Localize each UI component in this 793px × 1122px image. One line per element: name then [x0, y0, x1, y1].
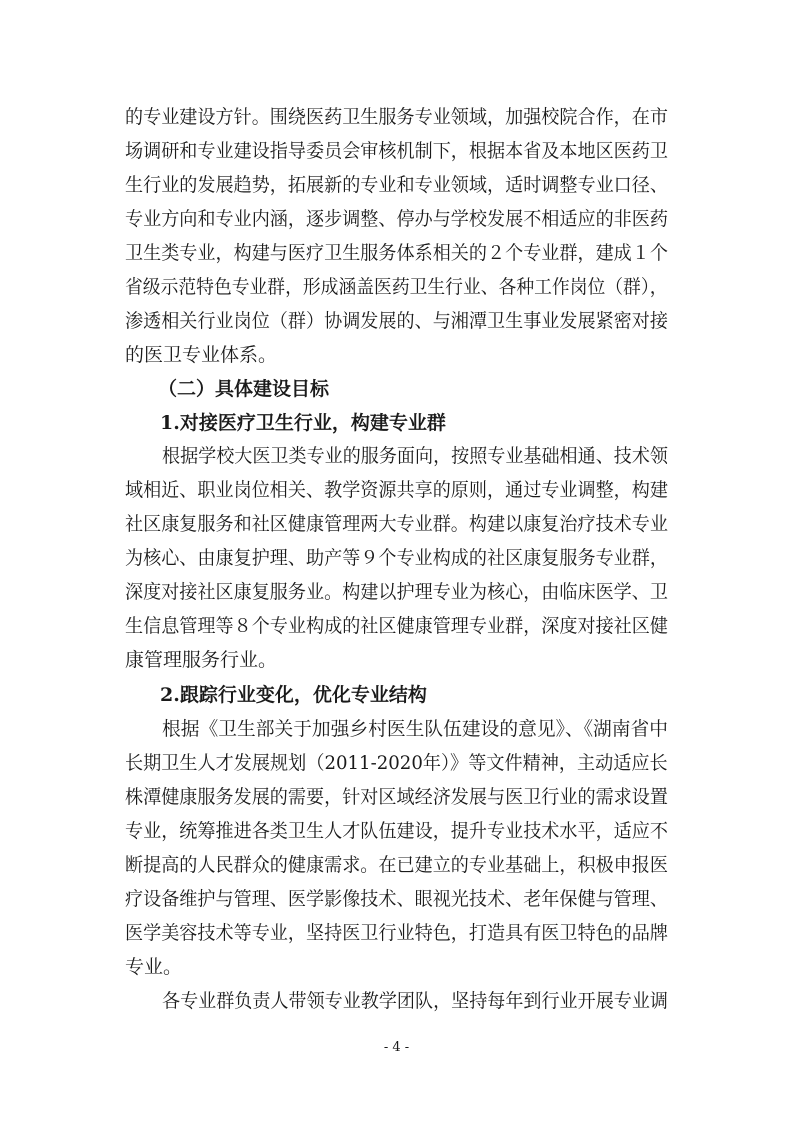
paragraph-1-line-8: 的医卫专业体系。: [125, 344, 278, 366]
paragraph-3-line-7: 医学美容技术等专业，坚持医卫行业特色，打造具有医卫特色的品牌: [125, 922, 668, 944]
paragraph-2-line-2: 域相近、职业岗位相关、教学资源共享的原则，通过专业调整，构建: [125, 479, 668, 501]
paragraph-1-line-5: 卫生类专业，构建与医疗卫生服务体系相关的２个专业群，建成１个: [125, 242, 668, 264]
paragraph-3-line-6: 疗设备维护与管理、医学影像技术、眼视光技术、老年保健与管理、: [125, 888, 668, 910]
paragraph-3-line-8: 专业。: [125, 956, 183, 978]
paragraph-3-line-4: 专业，统筹推进各类卫生人才队伍建设，提升专业技术水平，适应不: [125, 820, 668, 842]
paragraph-2-line-6: 生信息管理等８个专业构成的社区健康管理专业群，深度对接社区健: [125, 615, 668, 637]
paragraph-3-line-5: 断提高的人民群众的健康需求。在已建立的专业基础上，积极申报医: [125, 854, 668, 876]
paragraph-1-line-4: 专业方向和专业内涵，逐步调整、停办与学校发展不相适应的非医药: [125, 208, 668, 230]
paragraph-1-line-2: 场调研和专业建设指导委员会审核机制下，根据本省及本地区医药卫: [125, 140, 668, 162]
paragraph-1-line-7: 渗透相关行业岗位（群）协调发展的、与湘潭卫生事业发展紧密对接: [125, 310, 668, 332]
section-heading: （二）具体建设目标: [158, 378, 330, 400]
paragraph-2-line-7: 康管理服务行业。: [125, 649, 278, 671]
subheading-2: 2.跟踪行业变化，优化专业结构: [160, 684, 427, 706]
paragraph-3-line-2: 长期卫生人才发展规划（2011-2020年）》等文件精神，主动适应长: [125, 752, 668, 774]
page-number: - 4 -: [383, 1040, 410, 1055]
paragraph-1-line-6: 省级示范特色专业群，形成涵盖医药卫生行业、各种工作岗位（群），: [125, 276, 668, 298]
paragraph-2-line-3: 社区康复服务和社区健康管理两大专业群。构建以康复治疗技术专业: [125, 513, 668, 535]
subheading-1: 1.对接医疗卫生行业，构建专业群: [160, 412, 446, 434]
paragraph-2-line-1: 根据学校大医卫类专业的服务面向，按照专业基础相通、技术领: [162, 445, 669, 467]
paragraph-1-line-3: 生行业的发展趋势，拓展新的专业和专业领域，适时调整专业口径、: [125, 174, 668, 196]
paragraph-3-line-1: 根据《卫生部关于加强乡村医生队伍建设的意见》、《湖南省中: [162, 718, 669, 740]
paragraph-1-line-1: 的专业建设方针。围绕医药卫生服务专业领域，加强校院合作，在市: [125, 106, 668, 128]
paragraph-2-line-4: 为核心、由康复护理、助产等９个专业构成的社区康复服务专业群，: [125, 547, 668, 569]
paragraph-3-line-3: 株潭健康服务发展的需要，针对区域经济发展与医卫行业的需求设置: [125, 786, 668, 808]
paragraph-4-line-1: 各专业群负责人带领专业教学团队，坚持每年到行业开展专业调: [162, 990, 669, 1012]
paragraph-2-line-5: 深度对接社区康复服务业。构建以护理专业为核心，由临床医学、卫: [125, 581, 668, 603]
